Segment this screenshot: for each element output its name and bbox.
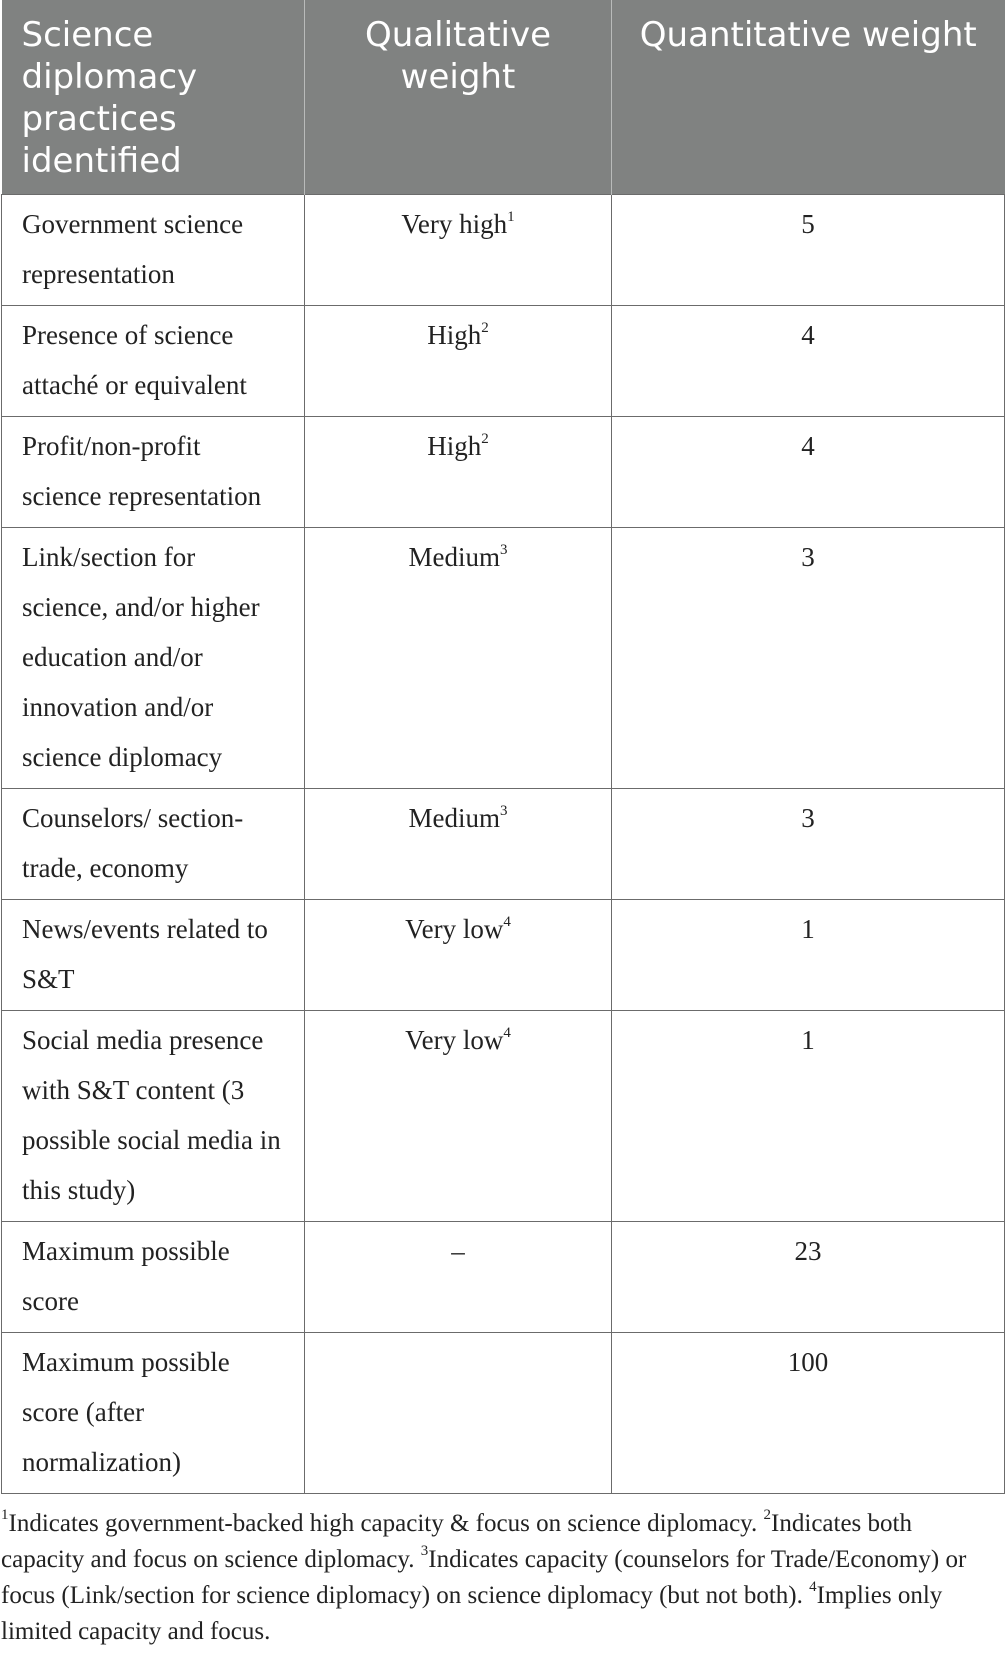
qualitative-cell — [305, 1222, 612, 1333]
qualitative-cell — [305, 417, 612, 528]
table-row — [2, 1222, 1005, 1333]
qualitative-value: Very low — [405, 1025, 504, 1055]
qualitative-value: Medium — [408, 542, 500, 572]
practice-cell: Profit/non-profit science representation — [2, 417, 305, 528]
table-row — [2, 1333, 1005, 1494]
footnote-marker: 3 — [500, 542, 508, 558]
practice-cell: Counselors/ section-trade, economy — [2, 789, 305, 900]
qualitative-cell — [305, 528, 612, 789]
footnote-text-1: Indicates government-backed high capacity & focus on science diplomacy. — [8, 1510, 758, 1537]
practice-cell: Maximum possible score — [2, 1222, 305, 1333]
qualitative-value: – — [451, 1236, 465, 1266]
quantitative-cell: 1 — [612, 900, 1005, 1011]
qualitative-cell — [305, 1333, 612, 1494]
header-practices: Science diplomacy practices identified — [2, 0, 305, 195]
table-row — [2, 1011, 1005, 1222]
table-footnote — [0, 1494, 1000, 1650]
footnote-marker: 3 — [500, 803, 508, 819]
table-row — [2, 306, 1005, 417]
footnote-marker: 4 — [503, 914, 511, 930]
qualitative-value: Very high — [401, 209, 508, 239]
practice-cell: Government science representation — [2, 195, 305, 306]
qualitative-cell — [305, 900, 612, 1011]
qualitative-cell — [305, 195, 612, 306]
table-header-row — [2, 0, 1005, 195]
footnote-mark-3: 3 — [420, 1543, 429, 1559]
quantitative-cell: 100 — [612, 1333, 1005, 1494]
table-row — [2, 789, 1005, 900]
table-row — [2, 195, 1005, 306]
header-quantitative-weight: Quantitative weight — [612, 0, 1005, 195]
table-row — [2, 900, 1005, 1011]
qualitative-cell — [305, 1011, 612, 1222]
footnote-marker: 4 — [503, 1025, 511, 1041]
practice-cell: News/events related to S&T — [2, 900, 305, 1011]
footnote-marker: 2 — [481, 431, 489, 447]
quantitative-cell: 3 — [612, 789, 1005, 900]
qualitative-value: High — [427, 320, 482, 350]
qualitative-value: High — [427, 431, 482, 461]
quantitative-cell: 5 — [612, 195, 1005, 306]
quantitative-cell: 3 — [612, 528, 1005, 789]
footnote-text-2: Indicates both capacity and focus on science diplomacy. — [1, 1510, 912, 1573]
quantitative-cell: 23 — [612, 1222, 1005, 1333]
qualitative-cell — [305, 789, 612, 900]
qualitative-value: Very low — [405, 914, 504, 944]
header-qualitative-weight: Qualitative weight — [305, 0, 612, 195]
science-diplomacy-weights-table — [1, 0, 1005, 1494]
footnote-mark-4: 4 — [809, 1579, 817, 1595]
footnote-marker: 1 — [507, 209, 515, 225]
practice-cell: Presence of science attaché or equivalent — [2, 306, 305, 417]
footnote-mark-1: 1 — [1, 1507, 9, 1523]
practice-cell: Maximum possible score (after normalization) — [2, 1333, 305, 1494]
qualitative-value: Medium — [408, 803, 500, 833]
footnote-mark-2: 2 — [763, 1507, 772, 1523]
qualitative-cell — [305, 306, 612, 417]
footnote-text-4: Implies only limited capacity and focus. — [1, 1582, 943, 1645]
quantitative-cell: 1 — [612, 1011, 1005, 1222]
practice-cell: Link/section for science, and/or higher education and/or innovation and/or science diplomacy — [2, 528, 305, 789]
practice-cell: Social media presence with S&T content (3 possible social media in this study) — [2, 1011, 305, 1222]
table-row — [2, 528, 1005, 789]
quantitative-cell: 4 — [612, 306, 1005, 417]
footnote-text-3: Indicates capacity (counselors for Trade/Economy) or focus (Link/section for science diplomacy) on science diplomacy (but not both). — [1, 1546, 967, 1609]
quantitative-cell: 4 — [612, 417, 1005, 528]
table-row — [2, 417, 1005, 528]
footnote-marker: 2 — [481, 320, 489, 336]
